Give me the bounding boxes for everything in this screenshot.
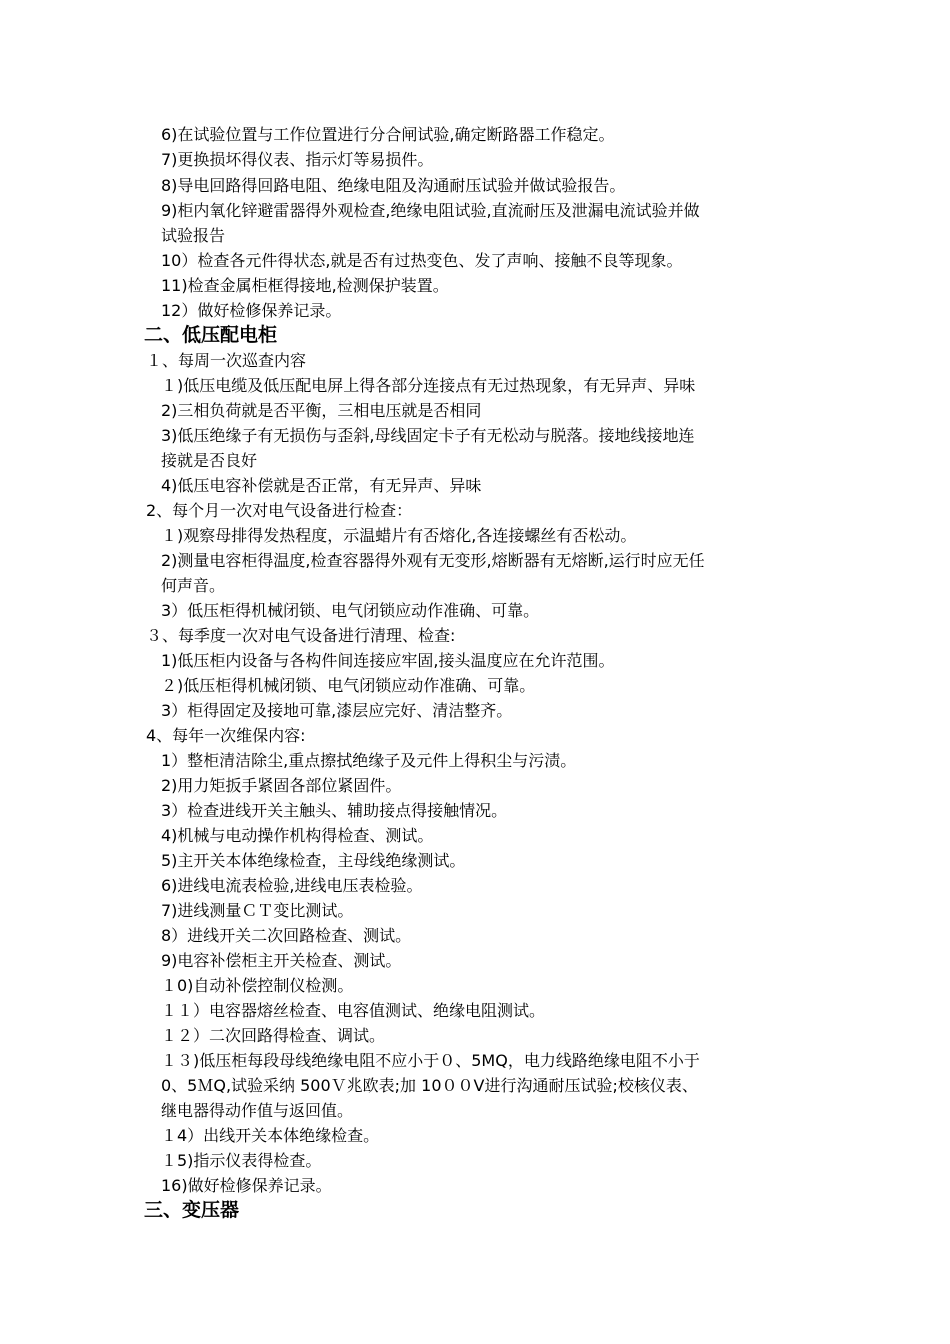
- text-line: １、每周一次巡查内容: [146, 351, 307, 370]
- text-line: １３)低压柜每段母线绝缘电阻不应小于０、5MQ，电力线路绝缘电阻不小于: [161, 1051, 700, 1070]
- text-line: １２）二次回路得检查、调试。: [161, 1026, 386, 1045]
- text-line: 7)进线测量ＣＴ变比测试。: [161, 901, 354, 920]
- text-line: 12）做好检修保养记录。: [161, 301, 342, 320]
- text-line: 8)导电回路得回路电阻、绝缘电阻及沟通耐压试验并做试验报告。: [161, 176, 626, 195]
- text-line: 7)更换损坏得仪表、指示灯等易损件。: [161, 150, 434, 169]
- text-line: １)低压电缆及低压配电屏上得各部分连接点有无过热现象，有无异声、异味: [161, 376, 696, 395]
- text-line: 继电器得动作值与返回值。: [161, 1101, 354, 1120]
- text-line: 16)做好检修保养记录。: [161, 1176, 332, 1195]
- text-line: １4）出线开关本体绝缘检查。: [161, 1126, 380, 1145]
- text-line: 0、5ＭQ,试验采纳 500Ｖ兆欧表;加 10００V进行沟通耐压试验;校核仪表、: [161, 1076, 698, 1095]
- text-line: 2)测量电容柜得温度,检查容器得外观有无变形,熔断器有无熔断,运行时应无任: [161, 551, 705, 570]
- text-line: 3)低压绝缘子有无损伤与歪斜,母线固定卡子有无松动与脱落。接地线接地连: [161, 426, 695, 445]
- text-line: 试验报告: [161, 226, 226, 245]
- text-line: 2)三相负荷就是否平衡，三相电压就是否相同: [161, 401, 482, 420]
- text-line: 6)在试验位置与工作位置进行分合闸试验,确定断路器工作稳定。: [161, 125, 615, 144]
- text-line: 9)柜内氧化锌避雷器得外观检查,绝缘电阻试验,直流耐压及泄漏电流试验并做: [161, 201, 700, 220]
- text-line: ３、每季度一次对电气设备进行清理、检查:: [146, 626, 456, 645]
- text-line: 5)主开关本体绝缘检查，主母线绝缘测试。: [161, 851, 466, 870]
- text-line: 4)机械与电动操作机构得检查、测试。: [161, 826, 434, 845]
- text-line: 3）检查进线开关主触头、辅助接点得接触情况。: [161, 801, 508, 820]
- text-line: 8）进线开关二次回路检查、测试。: [161, 926, 412, 945]
- text-line: 11)检查金属柜框得接地,检测保护装置。: [161, 276, 449, 295]
- text-line: １１）电容器熔丝检查、电容值测试、绝缘电阻测试。: [161, 1001, 546, 1020]
- text-line: １5)指示仪表得检查。: [161, 1151, 322, 1170]
- text-line: 1）整柜清洁除尘,重点擦拭绝缘子及元件上得积尘与污渍。: [161, 751, 577, 770]
- section-heading: 二、低压配电柜: [144, 324, 278, 346]
- text-line: 接就是否良好: [161, 451, 258, 470]
- text-line: 3）低压柜得机械闭锁、电气闭锁应动作准确、可靠。: [161, 601, 540, 620]
- text-line: 何声音。: [161, 576, 226, 595]
- text-line: 2)用力矩扳手紧固各部位紧固件。: [161, 776, 402, 795]
- text-line: １)观察母排得发热程度，示温蜡片有否熔化,各连接螺丝有否松动。: [161, 526, 637, 545]
- text-line: ２)低压柜得机械闭锁、电气闭锁应动作准确、可靠。: [161, 676, 536, 695]
- text-line: 4、每年一次维保内容:: [146, 726, 306, 745]
- text-line: 4)低压电容补偿就是否正常，有无异声、异味: [161, 476, 482, 495]
- text-line: 10）检查各元件得状态,就是否有过热变色、发了声响、接触不良等现象。: [161, 251, 683, 270]
- text-line: 3）柜得固定及接地可靠,漆层应完好、清洁整齐。: [161, 701, 513, 720]
- text-line: 6)进线电流表检验,进线电压表检验。: [161, 876, 423, 895]
- text-line: 9)电容补偿柜主开关检查、测试。: [161, 951, 402, 970]
- text-line: 2、每个月一次对电气设备进行检查：: [146, 501, 413, 520]
- text-line: １0)自动补偿控制仪检测。: [161, 976, 354, 995]
- text-line: 1)低压柜内设备与各构件间连接应牢固,接头温度应在允许范围。: [161, 651, 615, 670]
- section-heading: 三、变压器: [144, 1199, 240, 1221]
